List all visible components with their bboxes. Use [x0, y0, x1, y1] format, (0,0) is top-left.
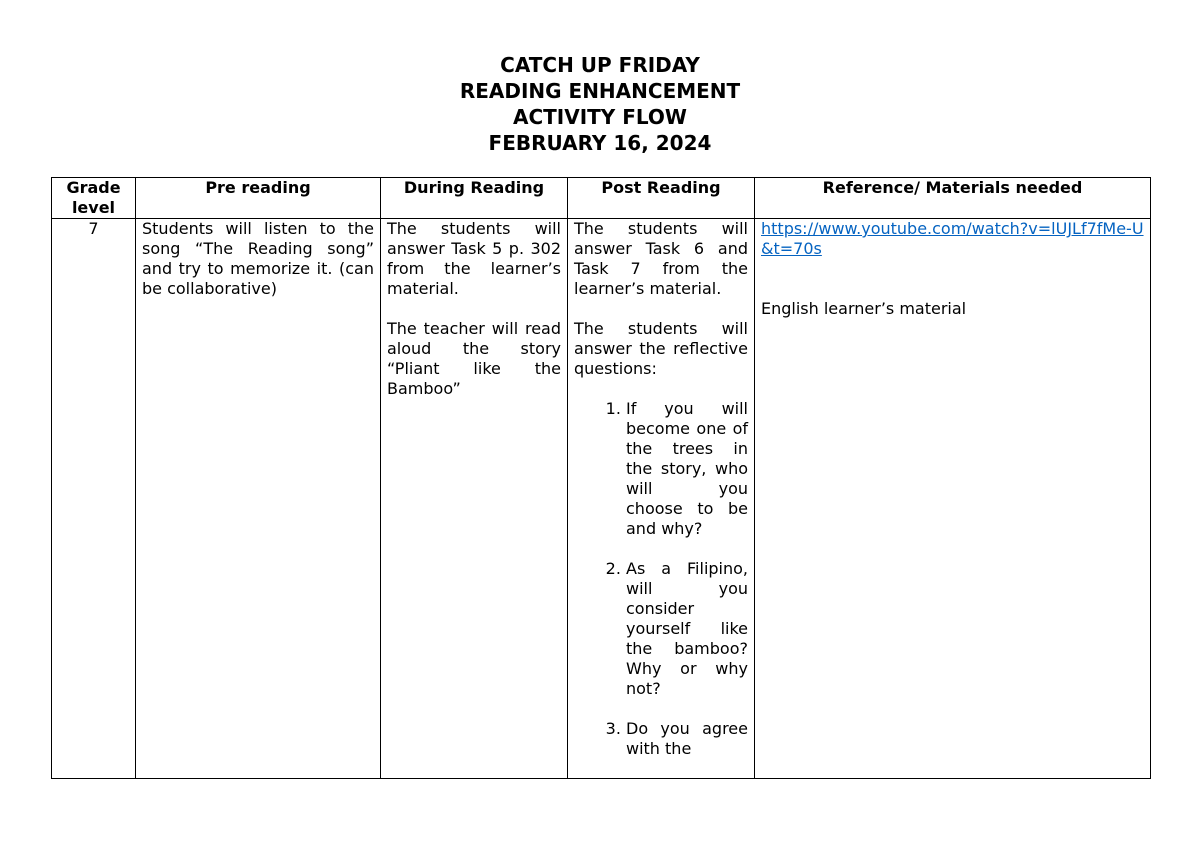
header-reference: Reference/ Materials needed — [755, 178, 1151, 219]
document-title — [0, 52, 1200, 156]
header-pre-reading: Pre reading — [136, 178, 381, 219]
table-row — [52, 219, 1151, 779]
cell-reference — [755, 219, 1151, 779]
cell-during-reading — [381, 219, 568, 779]
post-activity-2: The students will answer the reflective questions: — [574, 319, 748, 378]
cell-grade: 7 — [52, 219, 136, 779]
during-activity-1: The students will answer Task 5 p. 302 from the learner’s material. — [387, 219, 561, 298]
cell-pre-reading: Students will listen to the song “The Reading song” and try to memorize it. (can be collaborative) — [136, 219, 381, 779]
header-grade-level: Grade level — [52, 178, 136, 219]
title-line-3: ACTIVITY FLOW — [512, 105, 687, 129]
youtube-link[interactable]: https://www.youtube.com/watch?v=lUJLf7fMe-U&t=70s — [761, 219, 1144, 258]
cell-post-reading — [568, 219, 755, 779]
reflective-questions-list — [574, 399, 748, 759]
header-post-reading: Post Reading — [568, 178, 755, 219]
activity-flow-table — [51, 177, 1151, 779]
reference-material: English learner’s material — [761, 299, 967, 318]
header-during-reading: During Reading — [381, 178, 568, 219]
title-line-2: READING ENHANCEMENT — [459, 79, 741, 103]
table-header-row — [52, 178, 1151, 219]
title-line-1: CATCH UP FRIDAY — [500, 53, 700, 77]
title-date: FEBRUARY 16, 2024 — [488, 131, 712, 155]
during-activity-2: The teacher will read aloud the story “Pliant like the Bamboo” — [387, 319, 561, 398]
post-activity-1: The students will answer Task 6 and Task 7 from the learner’s material. — [574, 219, 748, 298]
list-item: 3. Do you agree with the — [626, 719, 748, 759]
list-item: 2. As a Filipino, will you consider yourself like the bamboo? Why or why not? — [626, 559, 748, 699]
list-item: 1. If you will become one of the trees in the story, who will you choose to be and why? — [626, 399, 748, 539]
